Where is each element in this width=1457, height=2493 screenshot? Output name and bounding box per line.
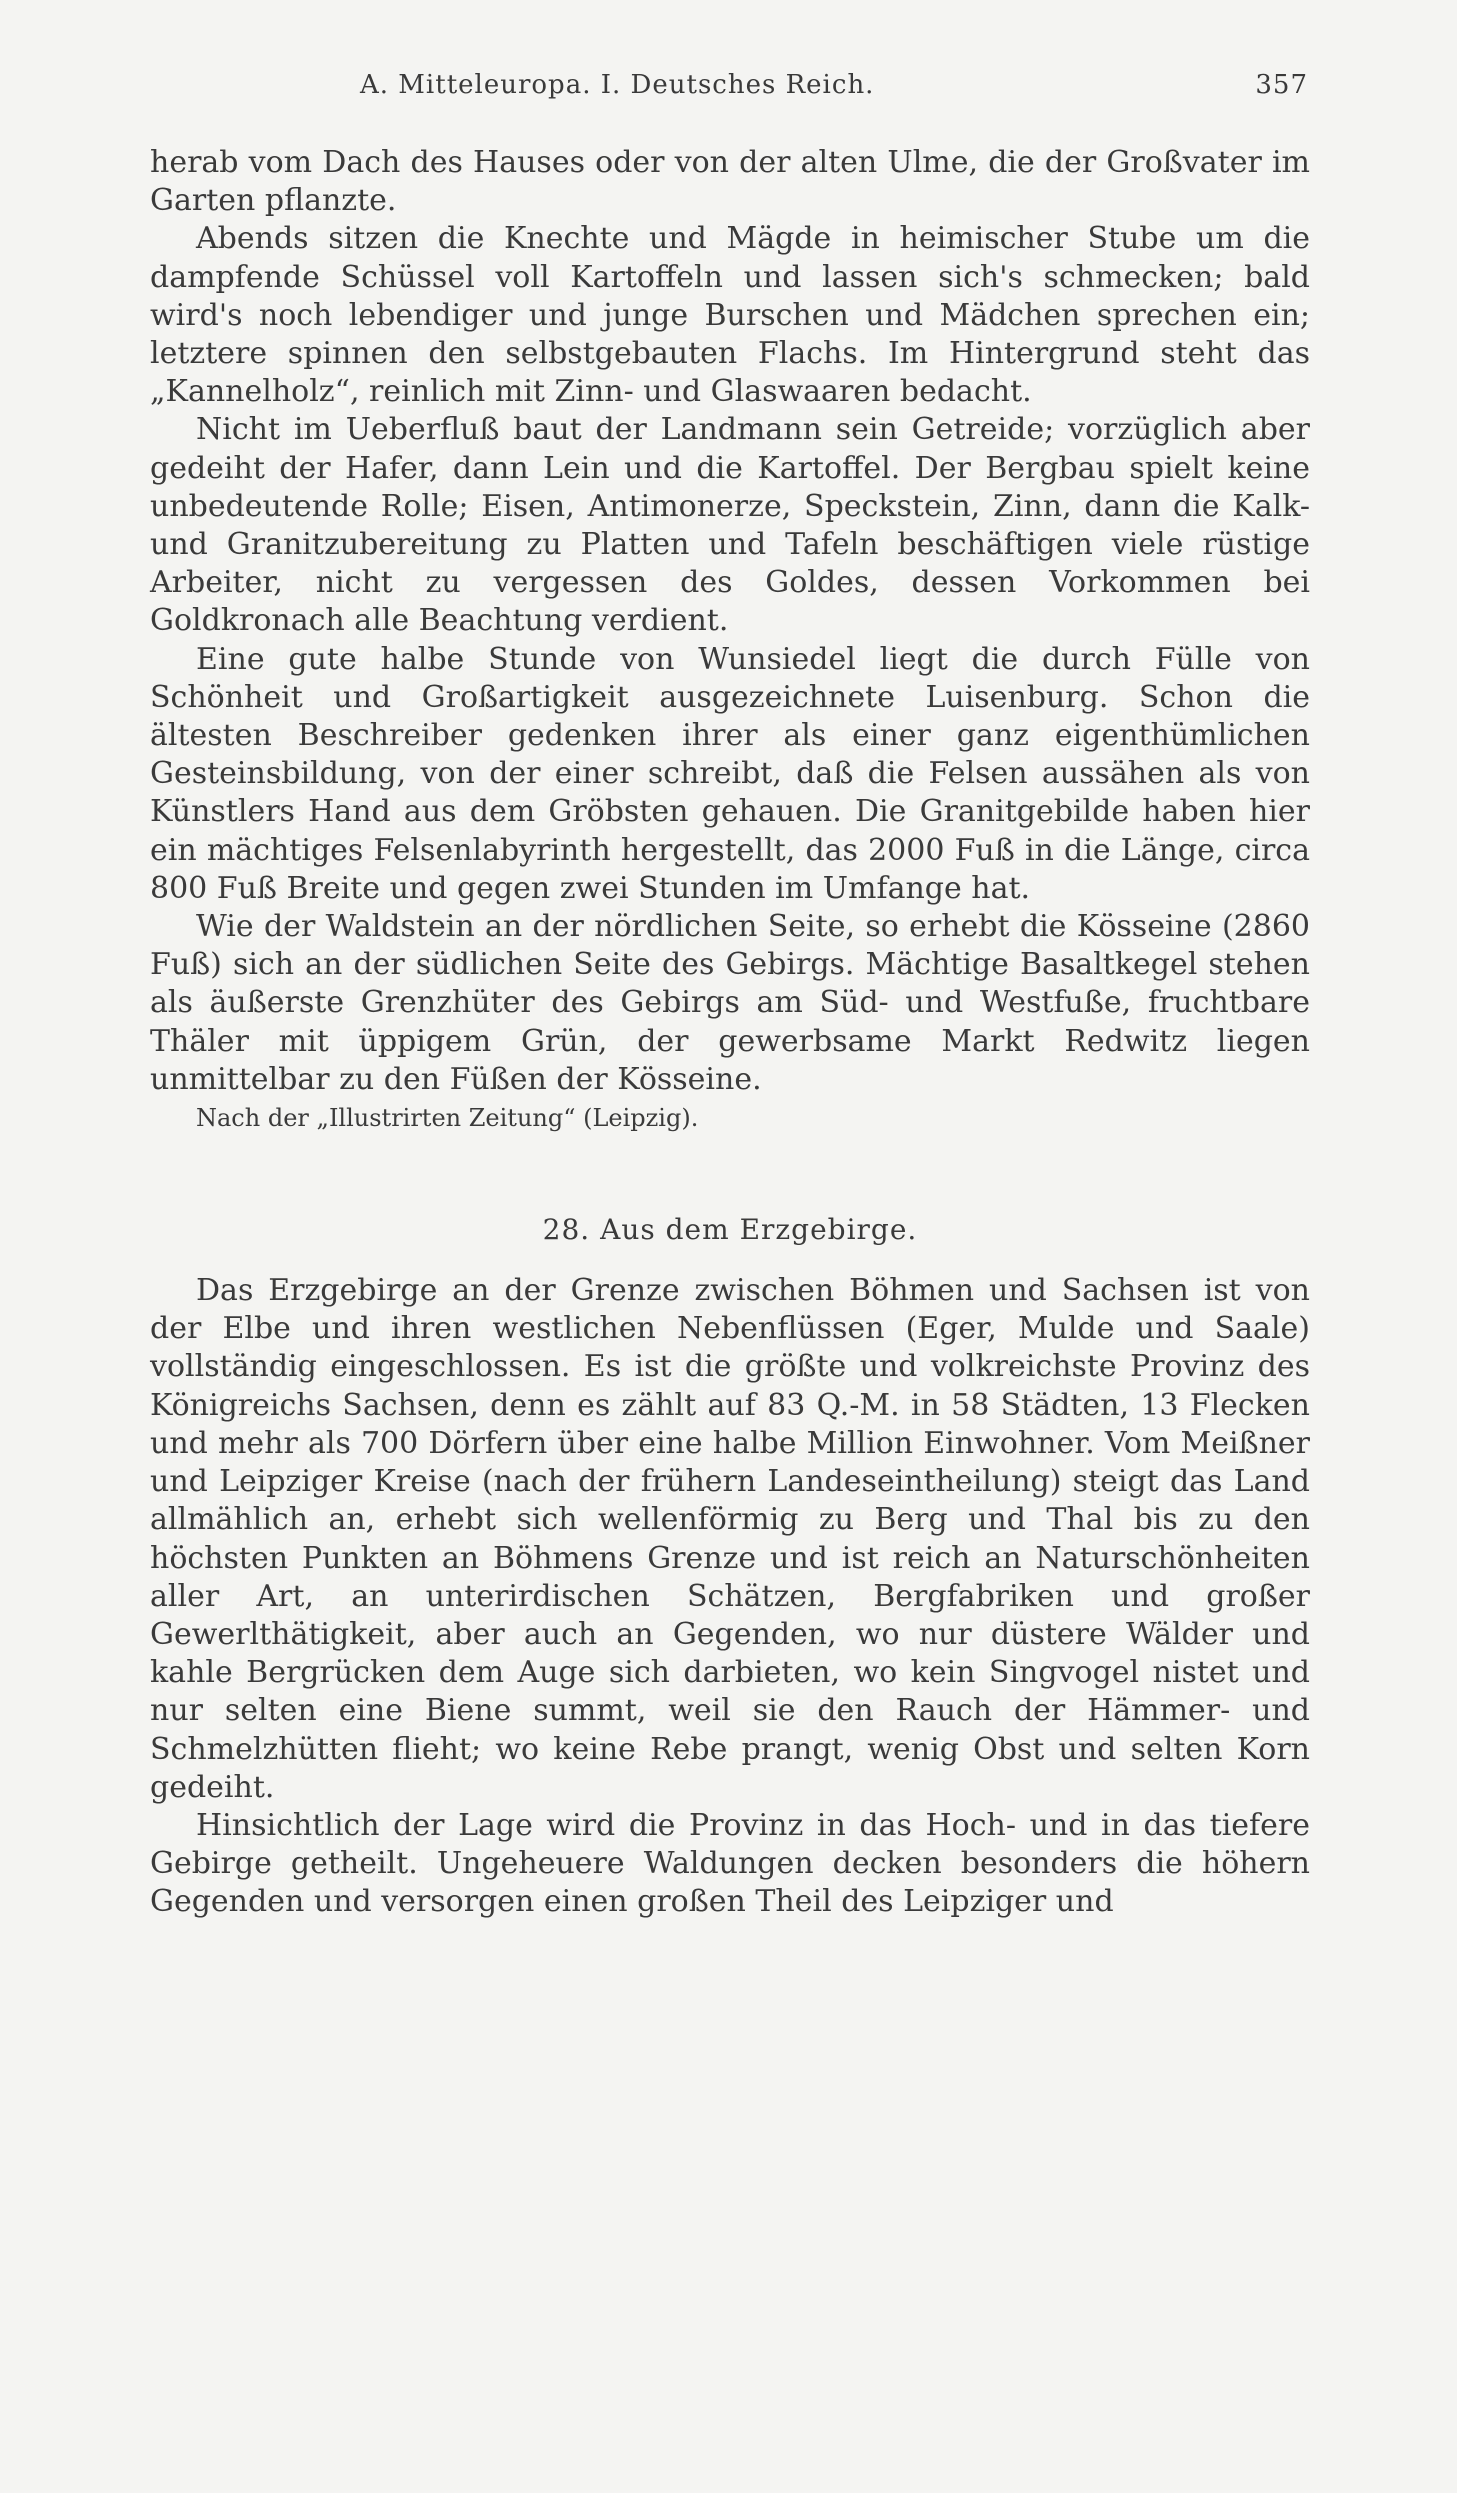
page-number: 357 [1255, 70, 1308, 100]
running-head: A. Mitteleuropa. I. Deutsches Reich. [360, 70, 875, 100]
paragraph: Wie der Waldstein an der nördlichen Seite, so erhebt die Kösseine (2860 Fuß) sich an der südlichen Seite des Gebirgs. Mächtige Basaltkegel stehen als äußerste Grenzhüter des Gebirgs am Süd- und Westfuße, fruchtbare Thäler mit üppigem Grün, der gewerbsame Markt Redwitz liegen unmittelbar zu den Füßen der Kösseine. [150, 909, 1310, 1097]
section-erzgebirge [150, 1272, 1310, 1921]
paragraph: herab vom Dach des Hauses oder von der alten Ulme, die der Großvater im Garten pflanzte. [150, 145, 1310, 219]
section-title: 28. Aus dem Erzgebirge. [542, 1213, 918, 1247]
paragraph: Eine gute halbe Stunde von Wunsiedel liegt die durch Fülle von Schönheit und Großartigkeit ausgezeichnete Luisenburg. Schon die ältesten Beschreiber gedenken ihrer als einer ganz eigenthümlichen Gesteinsbildung, von der einer schreibt, daß die Felsen aussähen als von Künstlers Hand aus dem Gröbsten gehauen. Die Granitgebilde haben hier ein mächtiges Felsenlabyrinth hergestellt, das 2000 Fuß in die Länge, circa 800 Fuß Breite und gegen zwei Stunden im Umfange hat. [150, 641, 1310, 906]
page-header [150, 40, 1310, 110]
section-luisenburg [150, 144, 1310, 1135]
paragraph: Das Erzgebirge an der Grenze zwischen Böhmen und Sachsen ist von der Elbe und ihren westlichen Nebenflüssen (Eger, Mulde und Saale) vollständig eingeschlossen. Es ist die größte und volkreichste Provinz des Königreichs Sachsen, denn es zählt auf 83 Q.-M. in 58 Städten, 13 Flecken und mehr als 700 Dörfern über eine halbe Million Einwohner. Vom Meißner und Leipziger Kreise (nach der frühern Landeseintheilung) steigt das Land allmählich an, erhebt sich wellenförmig zu Berg und Thal bis zu den höchsten Punkten an Böhmens Grenze und ist reich an Naturschönheiten aller Art, an unterirdischen Schätzen, Bergfabriken und großer Gewerlthätigkeit, aber auch an Gegenden, wo nur düstere Wälder und kahle Bergrücken dem Auge sich darbieten, wo kein Singvogel nistet und nur selten eine Biene summt, weil sie den Rauch der Hämmer- und Schmelzhütten flieht; wo keine Rebe prangt, wenig Obst und selten Korn gedeiht. [150, 1273, 1310, 1805]
paragraph: Nicht im Ueberfluß baut der Landmann sein Getreide; vorzüglich aber gedeiht der Hafer, dann Lein und die Kartoffel. Der Bergbau spielt keine unbedeutende Rolle; Eisen, Antimonerze, Speckstein, Zinn, dann die Kalk- und Granitzubereitung zu Platten und Tafeln beschäftigen viele rüstige Arbeiter, nicht zu vergessen des Goldes, dessen Vorkommen bei Goldkronach alle Beachtung verdient. [150, 412, 1310, 639]
paragraph: Abends sitzen die Knechte und Mägde in heimischer Stube um die dampfende Schüssel voll Kartoffeln und lassen sich's schmecken; bald wird's noch lebendiger und junge Burschen und Mädchen sprechen ein; letztere spinnen den selbstgebauten Flachs. Im Hintergrund steht das „Kannelholz“, reinlich mit Zinn- und Glaswaaren bedacht. [150, 221, 1310, 410]
paragraph: Hinsichtlich der Lage wird die Provinz in das Hoch- und in das tiefere Gebirge getheilt. Ungeheuere Waldungen decken besonders die höhern Gegenden und versorgen einen großen Theil des Leipziger und [150, 1807, 1310, 1920]
source-citation: Nach der „Illustrirten Zeitung“ (Leipzig). [196, 1104, 699, 1133]
book-page [150, 40, 1310, 2460]
